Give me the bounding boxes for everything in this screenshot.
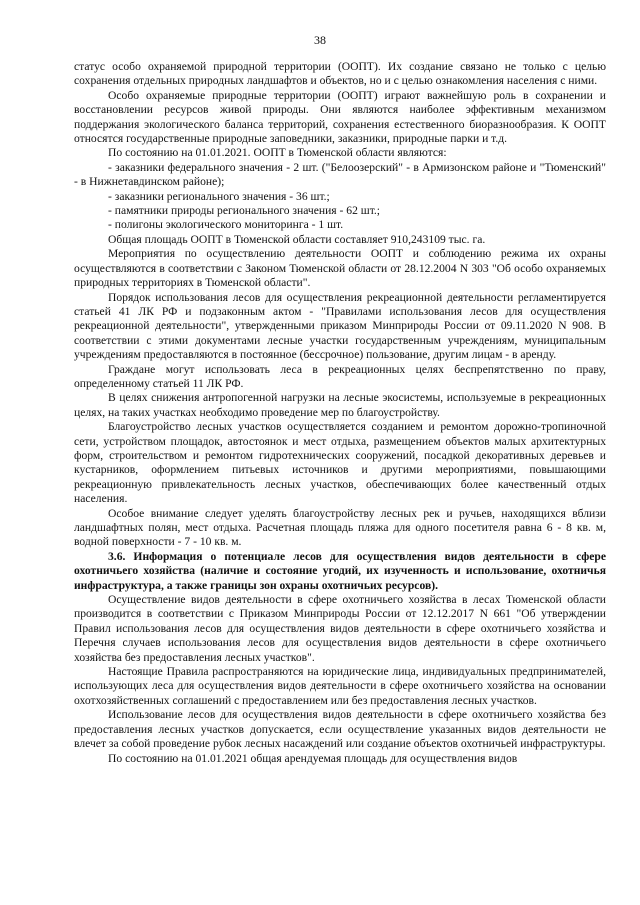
paragraph: Общая площадь ООПТ в Тюменской области составляет 910,243109 тыс. га. (108, 232, 486, 246)
section-heading: 3.6. Информация о потенциале лесов для осуществления видов деятельности в сфере охотничьего хозяйства (наличие и состояние угодий, их изученность и использование, охотничья инфраструктура, а также границы зон охраны охотничьих ресурсов). (74, 549, 606, 592)
paragraph: - заказники федерального значения - 2 шт. ("Белоозерский" - в Армизонском районе и "Тюменский" - в Нижнетавдинском районе); (74, 160, 606, 189)
paragraph: В целях снижения антропогенной нагрузки на лесные экосистемы, используемые в рекреационных целях, на таких участках необходимо проведение мер по благоустройству. (74, 391, 606, 419)
paragraph: - полигоны экологического мониторинга - 1 шт. (108, 218, 344, 232)
paragraph: По состоянию на 01.01.2021 общая арендуемая площадь для осуществления видов (108, 751, 518, 765)
paragraph: - памятники природы регионального значения - 62 шт.; (108, 204, 381, 218)
paragraph: Особо охраняемые природные территории (ООПТ) играют важнейшую роль в сохранении и восстановлении ресурсов живой природы. Они являются наиболее эффективным механизмом поддержания экологического баланса территорий, сохранения естественного биоразнообразия. К ООПТ относятся государственные природные заповедники, заказники, природные парки и т.д. (74, 88, 606, 146)
paragraph: статус особо охраняемой природной территории (ООПТ). Их создание связано не только с целью сохранения отдельных природных ландшафтов и объектов, но и с целью ознакомления населения с ними. (74, 60, 606, 88)
paragraph: Порядок использования лесов для осуществления рекреационной деятельности регламентируется статьей 41 ЛК РФ и подзаконным актом - "Правилами использования лесов для осуществления рекреационной деятельности", утвержденными приказом Минприроды России от 09.11.2020 N 908. В соответствии с этими документами лесные участки государственным учреждениям, муниципальным учреждениям предоставляются в постоянное (бессрочное) пользование, другим лицам - в аренду. (74, 290, 606, 362)
document-body (74, 60, 606, 766)
paragraph: Граждане могут использовать леса в рекреационных целях беспрепятственно по праву, определенному статьей 11 ЛК РФ. (74, 362, 606, 390)
paragraph: Осуществление видов деятельности в сфере охотничьего хозяйства в лесах Тюменской области производится в соответствии с Приказом Минприроды России от 12.12.2017 N 661 "Об утверждении Правил использования лесов для осуществления видов деятельности в сфере охотничьего хозяйства и Перечня случаев использования лесов для осуществления видов деятельности в сфере охотничьего хозяйства без предоставления лесных участков". (74, 593, 606, 664)
page-number: 38 (314, 33, 326, 47)
paragraph: Использование лесов для осуществления видов деятельности в сфере охотничьего хозяйства без предоставления лесных участков допускается, если осуществление указанных видов деятельности не влечет за собой проведение рубок лесных насаждений или создание объектов охотничьей инфраструктуры. (74, 708, 606, 751)
paragraph: По состоянию на 01.01.2021. ООПТ в Тюменской области являются: (108, 146, 447, 160)
paragraph: Настоящие Правила распространяются на юридические лица, индивидуальных предпринимателей, использующих леса для осуществления видов деятельности в сфере охотничьего хозяйства на основании охотхозяйственных соглашений с предоставлением или без предоставления лесных участков. (74, 665, 606, 707)
paragraph: Мероприятия по осуществлению деятельности ООПТ и соблюдению режима их охраны осуществляются в соответствии с Законом Тюменской области от 28.12.2004 N 303 "Об особо охраняемых природных территориях в Тюменской области". (74, 247, 606, 290)
paragraph: - заказники регионального значения - 36 шт.; (108, 189, 330, 203)
paragraph: Особое внимание следует уделять благоустройству лесных рек и ручьев, находящихся вблизи ландшафтных полян, мест отдыха. Расчетная площадь пляжа для одного посетителя равна 6 - 8 кв. м, водной поверхности - 7 - 10 кв. м. (74, 506, 606, 549)
paragraph: Благоустройство лесных участков осуществляется созданием и ремонтом дорожно-тропиночной сети, устройством площадок, автостоянок и мест отдыха, размещением объектов малых архитектурных форм, строительством и ремонтом гидротехнических сооружений, посадкой декоративных деревьев и кустарников, оформлением питьевых источников и другими мероприятиями, повышающими рекреационную привлекательность лесных участков, обеспечивающих более качественный отдых населения. (74, 420, 606, 506)
